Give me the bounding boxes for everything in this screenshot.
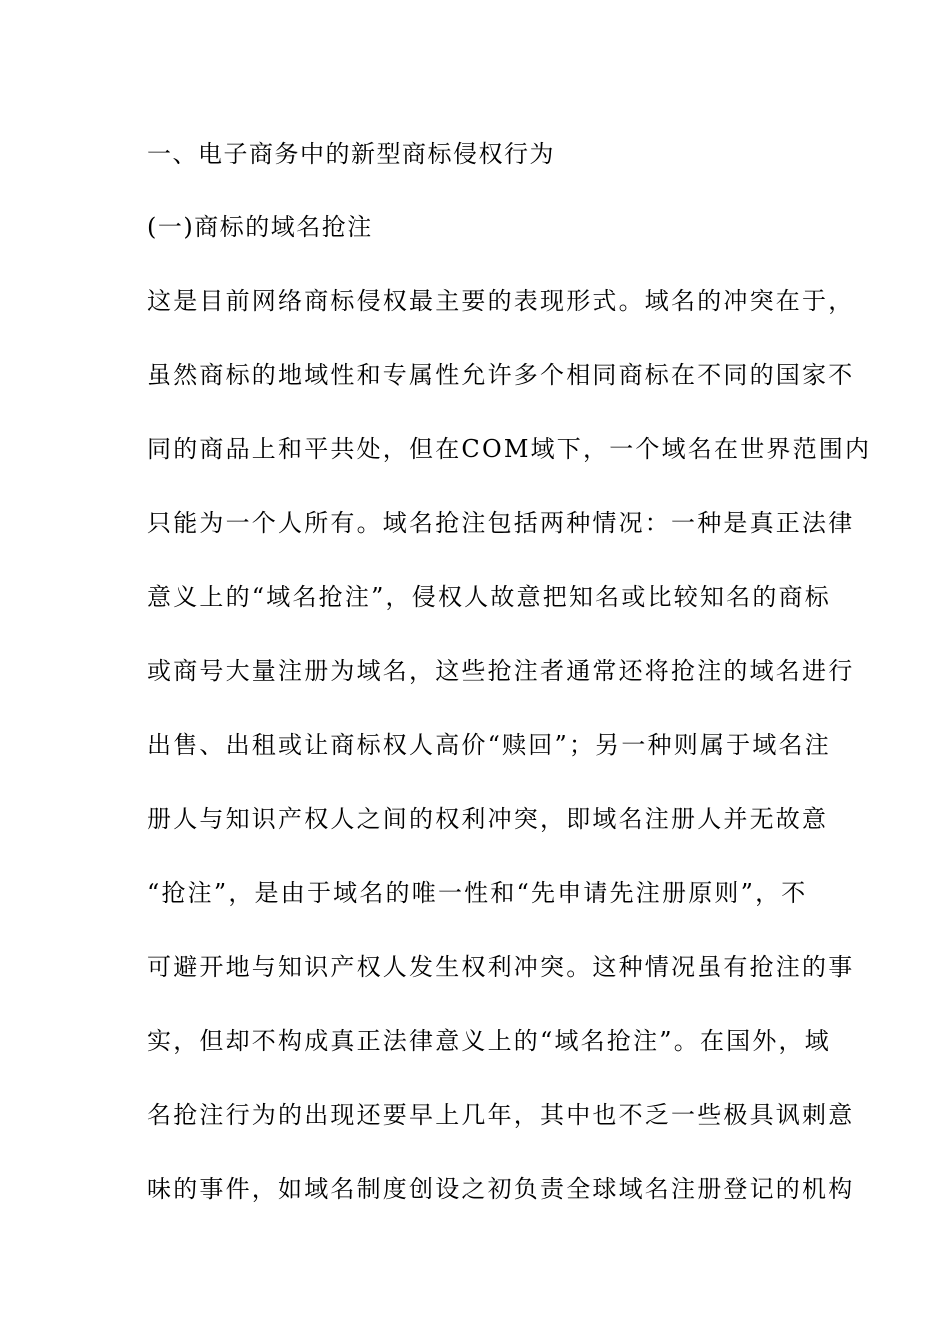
body-line: 可避开地与知识产权人发生权利冲突。这种情况虽有抢注的事 — [147, 953, 855, 981]
body-line: 意义上的“域名抢注”，侵权人故意把知名或比较知名的商标 — [147, 583, 831, 611]
subsection-heading: (一)商标的域名抢注 — [147, 213, 373, 241]
body-line: 这是目前网络商标侵权最主要的表现形式。域名的冲突在于， — [147, 287, 855, 315]
body-line: 实，但却不构成真正法律意义上的“域名抢注”。在国外，域 — [147, 1027, 831, 1055]
body-line: 只能为一个人所有。域名抢注包括两种情况：一种是真正法律 — [147, 509, 855, 537]
body-line: 出售、出租或让商标权人高价“赎回”；另一种则属于域名注 — [147, 731, 831, 759]
body-line: 同的商品上和平共处，但在COM域下，一个域名在世界范围内 — [147, 435, 872, 463]
body-line: 名抢注行为的出现还要早上几年，其中也不乏一些极具讽刺意 — [147, 1101, 855, 1129]
body-line: 虽然商标的地域性和专属性允许多个相同商标在不同的国家不 — [147, 361, 855, 389]
section-heading: 一、电子商务中的新型商标侵权行为 — [147, 140, 555, 168]
body-line: “抢注”，是由于域名的唯一性和“先申请先注册原则”，不 — [147, 879, 808, 907]
body-line: 或商号大量注册为域名，这些抢注者通常还将抢注的域名进行 — [147, 657, 855, 685]
body-line: 味的事件，如域名制度创设之初负责全球域名注册登记的机构 — [147, 1175, 855, 1203]
body-line: 册人与知识产权人之间的权利冲突，即域名注册人并无故意 — [147, 805, 829, 833]
